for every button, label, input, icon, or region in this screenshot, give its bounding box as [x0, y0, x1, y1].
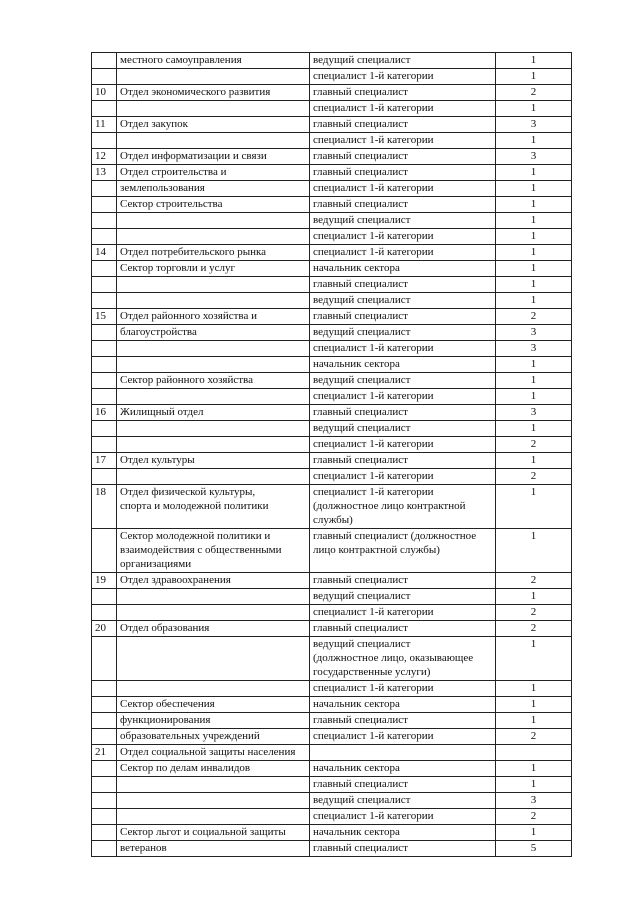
row-number-cell	[92, 181, 117, 197]
position-cell: специалист 1-й категории	[310, 605, 496, 621]
table-row	[92, 373, 572, 389]
department-cell: благоустройства	[117, 325, 310, 341]
department-cell: Отдел строительства и	[117, 165, 310, 181]
table-row	[92, 621, 572, 637]
row-number-cell	[92, 697, 117, 713]
position-cell: специалист 1-й категории	[310, 341, 496, 357]
count-cell: 5	[496, 841, 572, 857]
department-cell: Отдел информатизации и связи	[117, 149, 310, 165]
department-cell: землепользования	[117, 181, 310, 197]
position-cell: главный специалист	[310, 309, 496, 325]
table-row	[92, 309, 572, 325]
table-row	[92, 229, 572, 245]
row-number-cell: 20	[92, 621, 117, 637]
table-row	[92, 745, 572, 761]
table-row	[92, 277, 572, 293]
table-row	[92, 85, 572, 101]
row-number-cell: 18	[92, 485, 117, 529]
position-cell: ведущий специалист	[310, 325, 496, 341]
table-row	[92, 389, 572, 405]
position-cell: главный специалист	[310, 453, 496, 469]
position-cell: ведущий специалист	[310, 793, 496, 809]
table-row	[92, 453, 572, 469]
count-cell: 1	[496, 165, 572, 181]
count-cell: 3	[496, 793, 572, 809]
row-number-cell	[92, 589, 117, 605]
count-cell: 1	[496, 197, 572, 213]
position-cell: начальник сектора	[310, 357, 496, 373]
row-number-cell: 10	[92, 85, 117, 101]
staff-table-body	[92, 53, 572, 857]
table-row	[92, 261, 572, 277]
department-cell	[117, 469, 310, 485]
row-number-cell	[92, 637, 117, 681]
row-number-cell	[92, 53, 117, 69]
row-number-cell	[92, 777, 117, 793]
table-row	[92, 149, 572, 165]
count-cell: 1	[496, 713, 572, 729]
row-number-cell	[92, 713, 117, 729]
department-cell: Сектор районного хозяйства	[117, 373, 310, 389]
table-row	[92, 841, 572, 857]
count-cell: 1	[496, 101, 572, 117]
count-cell: 1	[496, 485, 572, 529]
department-cell	[117, 637, 310, 681]
position-cell: ведущий специалист	[310, 293, 496, 309]
row-number-cell	[92, 133, 117, 149]
department-cell: Сектор молодежной политики и взаимодействия с общественными организациями	[117, 529, 310, 573]
row-number-cell	[92, 421, 117, 437]
position-cell: специалист 1-й категории	[310, 69, 496, 85]
count-cell: 1	[496, 229, 572, 245]
position-cell: специалист 1-й категории	[310, 245, 496, 261]
position-cell: главный специалист	[310, 165, 496, 181]
position-cell: главный специалист	[310, 85, 496, 101]
count-cell: 1	[496, 389, 572, 405]
row-number-cell	[92, 373, 117, 389]
row-number-cell	[92, 357, 117, 373]
count-cell: 3	[496, 149, 572, 165]
table-row	[92, 589, 572, 605]
position-cell: главный специалист (должностное лицо контрактной службы)	[310, 529, 496, 573]
position-cell: главный специалист	[310, 621, 496, 637]
count-cell: 2	[496, 605, 572, 621]
position-cell: главный специалист	[310, 197, 496, 213]
count-cell: 3	[496, 117, 572, 133]
count-cell: 1	[496, 777, 572, 793]
department-cell: Отдел образования	[117, 621, 310, 637]
position-cell: главный специалист	[310, 713, 496, 729]
department-cell: Сектор льгот и социальной защиты	[117, 825, 310, 841]
position-cell: начальник сектора	[310, 825, 496, 841]
department-cell	[117, 437, 310, 453]
department-cell: Отдел здравоохранения	[117, 573, 310, 589]
department-cell	[117, 389, 310, 405]
row-number-cell: 11	[92, 117, 117, 133]
count-cell: 2	[496, 621, 572, 637]
row-number-cell	[92, 469, 117, 485]
count-cell: 1	[496, 453, 572, 469]
count-cell: 2	[496, 809, 572, 825]
table-row	[92, 793, 572, 809]
position-cell: начальник сектора	[310, 261, 496, 277]
row-number-cell: 13	[92, 165, 117, 181]
row-number-cell	[92, 825, 117, 841]
row-number-cell	[92, 809, 117, 825]
count-cell: 1	[496, 181, 572, 197]
department-cell: Сектор строительства	[117, 197, 310, 213]
count-cell: 1	[496, 213, 572, 229]
position-cell: главный специалист	[310, 117, 496, 133]
count-cell: 3	[496, 341, 572, 357]
department-cell: Отдел культуры	[117, 453, 310, 469]
table-row	[92, 293, 572, 309]
count-cell: 2	[496, 85, 572, 101]
department-cell	[117, 605, 310, 621]
table-row	[92, 101, 572, 117]
table-row	[92, 421, 572, 437]
count-cell: 1	[496, 373, 572, 389]
row-number-cell	[92, 761, 117, 777]
position-cell: специалист 1-й категории	[310, 229, 496, 245]
department-cell	[117, 229, 310, 245]
count-cell: 1	[496, 277, 572, 293]
position-cell: главный специалист	[310, 573, 496, 589]
department-cell: Отдел закупок	[117, 117, 310, 133]
position-cell: специалист 1-й категории	[310, 809, 496, 825]
table-row	[92, 405, 572, 421]
table-row	[92, 197, 572, 213]
table-row	[92, 133, 572, 149]
count-cell	[496, 745, 572, 761]
count-cell: 1	[496, 53, 572, 69]
table-row	[92, 713, 572, 729]
department-cell: Отдел районного хозяйства и	[117, 309, 310, 325]
table-row	[92, 637, 572, 681]
count-cell: 2	[496, 437, 572, 453]
count-cell: 1	[496, 825, 572, 841]
count-cell: 1	[496, 293, 572, 309]
department-cell	[117, 357, 310, 373]
count-cell: 1	[496, 245, 572, 261]
count-cell: 1	[496, 421, 572, 437]
table-row	[92, 165, 572, 181]
position-cell: начальник сектора	[310, 697, 496, 713]
department-cell: функционирования	[117, 713, 310, 729]
table-row	[92, 485, 572, 529]
department-cell	[117, 69, 310, 85]
count-cell: 1	[496, 761, 572, 777]
row-number-cell: 16	[92, 405, 117, 421]
row-number-cell: 17	[92, 453, 117, 469]
row-number-cell	[92, 841, 117, 857]
count-cell: 2	[496, 573, 572, 589]
position-cell: начальник сектора	[310, 761, 496, 777]
table-row	[92, 53, 572, 69]
row-number-cell	[92, 101, 117, 117]
count-cell: 1	[496, 589, 572, 605]
row-number-cell	[92, 229, 117, 245]
row-number-cell	[92, 277, 117, 293]
table-row	[92, 697, 572, 713]
row-number-cell	[92, 681, 117, 697]
table-row	[92, 69, 572, 85]
department-cell: ветеранов	[117, 841, 310, 857]
position-cell: специалист 1-й категории	[310, 101, 496, 117]
department-cell: Отдел физической культуры, спорта и молодежной политики	[117, 485, 310, 529]
department-cell	[117, 809, 310, 825]
department-cell: Отдел социальной защиты населения	[117, 745, 310, 761]
table-row	[92, 213, 572, 229]
count-cell: 2	[496, 309, 572, 325]
row-number-cell	[92, 69, 117, 85]
table-row	[92, 529, 572, 573]
count-cell: 1	[496, 69, 572, 85]
row-number-cell	[92, 389, 117, 405]
count-cell: 3	[496, 325, 572, 341]
department-cell	[117, 421, 310, 437]
row-number-cell	[92, 325, 117, 341]
count-cell: 1	[496, 637, 572, 681]
row-number-cell	[92, 261, 117, 277]
position-cell: ведущий специалист	[310, 373, 496, 389]
row-number-cell: 14	[92, 245, 117, 261]
department-cell	[117, 277, 310, 293]
table-row	[92, 357, 572, 373]
table-row	[92, 245, 572, 261]
department-cell: Жилищный отдел	[117, 405, 310, 421]
count-cell: 1	[496, 357, 572, 373]
department-cell	[117, 589, 310, 605]
row-number-cell: 12	[92, 149, 117, 165]
position-cell: специалист 1-й категории	[310, 681, 496, 697]
table-row	[92, 809, 572, 825]
row-number-cell	[92, 197, 117, 213]
count-cell: 2	[496, 729, 572, 745]
table-row	[92, 469, 572, 485]
table-row	[92, 605, 572, 621]
position-cell: специалист 1-й категории	[310, 469, 496, 485]
table-row	[92, 729, 572, 745]
position-cell: ведущий специалист (должностное лицо, оказывающее государственные услуги)	[310, 637, 496, 681]
position-cell: специалист 1-й категории	[310, 437, 496, 453]
department-cell: Сектор по делам инвалидов	[117, 761, 310, 777]
row-number-cell: 21	[92, 745, 117, 761]
table-row	[92, 117, 572, 133]
row-number-cell: 19	[92, 573, 117, 589]
department-cell	[117, 777, 310, 793]
department-cell	[117, 293, 310, 309]
count-cell: 1	[496, 697, 572, 713]
position-cell: ведущий специалист	[310, 213, 496, 229]
staff-table	[91, 52, 572, 857]
row-number-cell	[92, 341, 117, 357]
position-cell: специалист 1-й категории	[310, 729, 496, 745]
position-cell: главный специалист	[310, 405, 496, 421]
position-cell: специалист 1-й категории	[310, 133, 496, 149]
table-row	[92, 437, 572, 453]
table-row	[92, 761, 572, 777]
table-row	[92, 825, 572, 841]
position-cell: главный специалист	[310, 277, 496, 293]
position-cell: специалист 1-й категории	[310, 389, 496, 405]
count-cell: 2	[496, 469, 572, 485]
department-cell	[117, 341, 310, 357]
department-cell	[117, 101, 310, 117]
row-number-cell	[92, 437, 117, 453]
position-cell: ведущий специалист	[310, 421, 496, 437]
table-row	[92, 573, 572, 589]
row-number-cell	[92, 213, 117, 229]
department-cell: Сектор торговли и услуг	[117, 261, 310, 277]
position-cell: ведущий специалист	[310, 53, 496, 69]
count-cell: 1	[496, 133, 572, 149]
row-number-cell: 15	[92, 309, 117, 325]
department-cell	[117, 793, 310, 809]
department-cell: Сектор обеспечения	[117, 697, 310, 713]
department-cell: местного самоуправления	[117, 53, 310, 69]
department-cell: образовательных учреждений	[117, 729, 310, 745]
position-cell: главный специалист	[310, 841, 496, 857]
position-cell: главный специалист	[310, 149, 496, 165]
department-cell: Отдел потребительского рынка	[117, 245, 310, 261]
row-number-cell	[92, 605, 117, 621]
row-number-cell	[92, 729, 117, 745]
department-cell	[117, 133, 310, 149]
count-cell: 1	[496, 261, 572, 277]
table-row	[92, 777, 572, 793]
department-cell	[117, 213, 310, 229]
row-number-cell	[92, 793, 117, 809]
row-number-cell	[92, 529, 117, 573]
count-cell: 3	[496, 405, 572, 421]
table-row	[92, 181, 572, 197]
position-cell: специалист 1-й категории	[310, 181, 496, 197]
table-row	[92, 325, 572, 341]
count-cell: 1	[496, 529, 572, 573]
table-row	[92, 681, 572, 697]
position-cell	[310, 745, 496, 761]
department-cell: Отдел экономического развития	[117, 85, 310, 101]
position-cell: специалист 1-й категории (должностное лицо контрактной службы)	[310, 485, 496, 529]
row-number-cell	[92, 293, 117, 309]
table-row	[92, 341, 572, 357]
position-cell: главный специалист	[310, 777, 496, 793]
position-cell: ведущий специалист	[310, 589, 496, 605]
count-cell: 1	[496, 681, 572, 697]
department-cell	[117, 681, 310, 697]
